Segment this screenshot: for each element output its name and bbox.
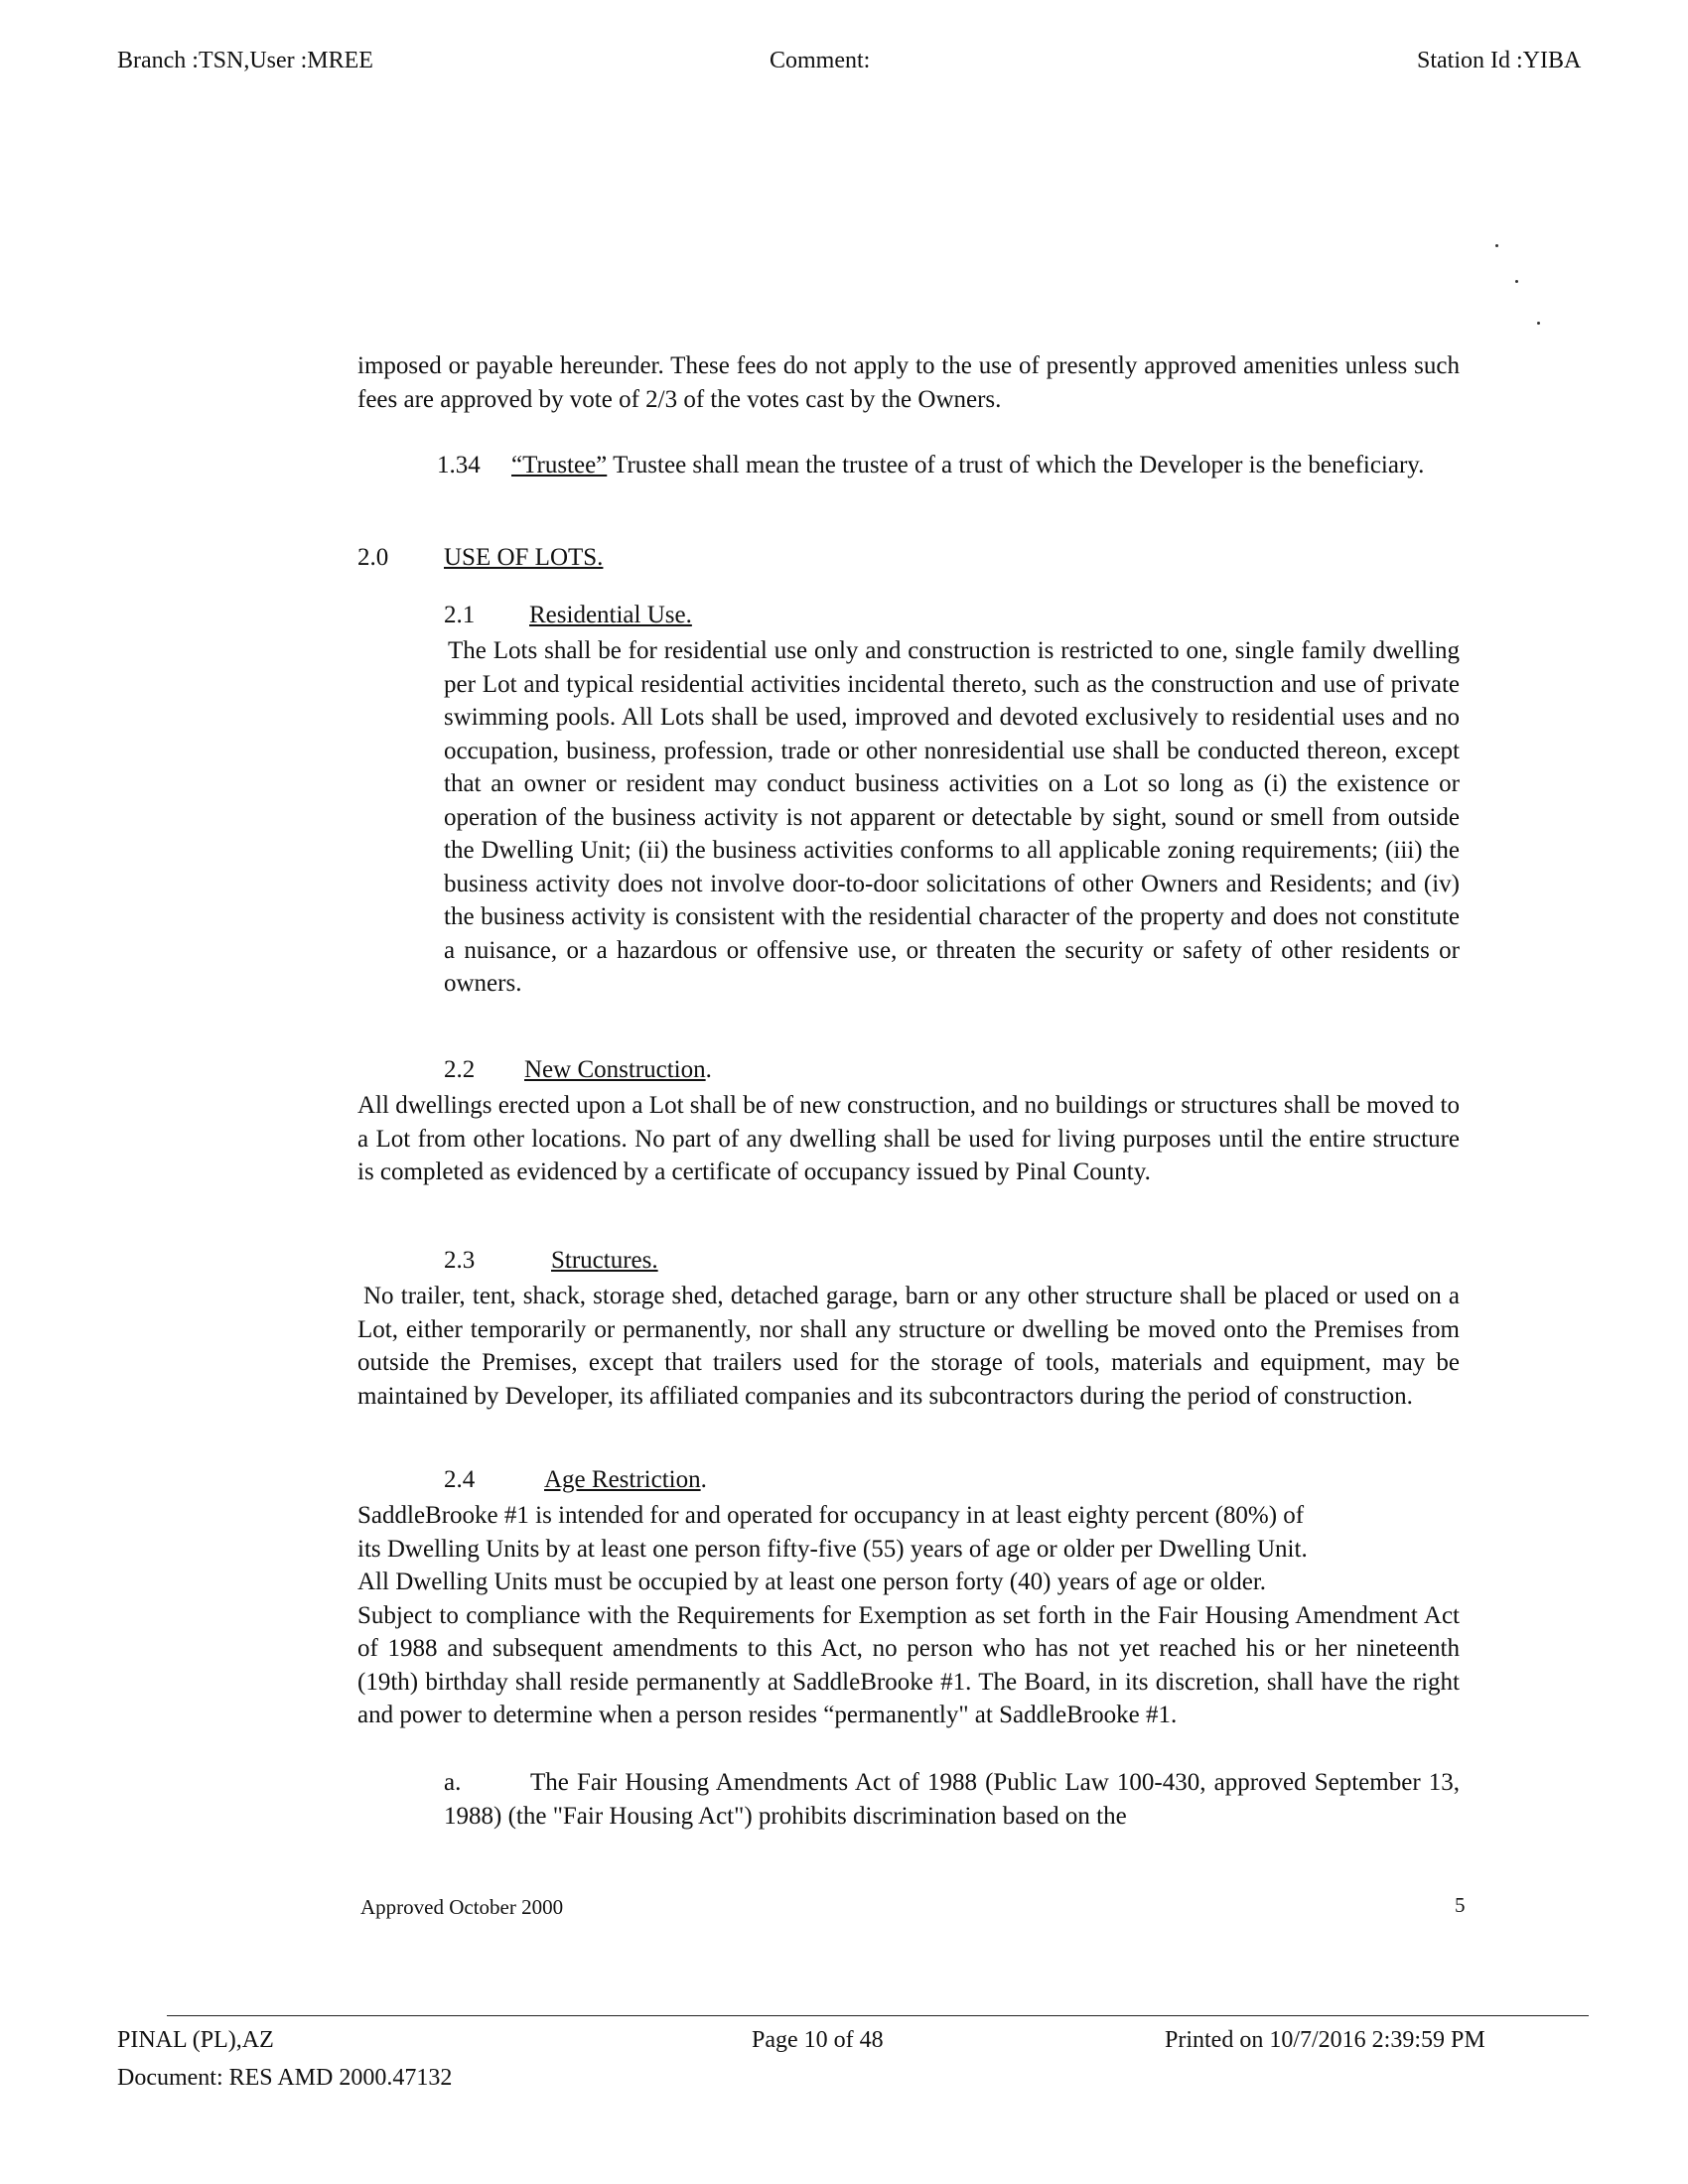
section-2-2-heading: New Construction. (524, 1056, 712, 1083)
document-page-number: 5 (1455, 1893, 1466, 1917)
header-comment: Comment: (770, 48, 871, 73)
section-2-1-text: The Lots shall be for residential use only and construction is restricted to one, single family dwelling per Lot and typical residential activities incidental thereto, such as the construction and use of private swimming pools. All Lots shall be used, improved and devoted exclusively to residential uses and no occupation, business, profession, trade or other nonresidential use shall be conducted thereon, except that an owner or resident may conduct business activities on a Lot so long as (i) the existence or operation of the business activity is not apparent or detectable by sight, sound or smell from outside the Dwelling Unit; (ii) the business activities conforms to all applicable zoning requirements; (iii) the business activity does not involve door-to-door solicitations of other Owners and Residents; and (iv) the business activity is consistent with the residential character of the property and does not constitute a nuisance, or a hazardous or offensive use, or threaten the security or safety of other residents or owners. (444, 637, 1460, 997)
section-2-3-text: No trailer, tent, shack, storage shed, detached garage, barn or any other structure shall be placed or used on a Lot, either temporarily or permanently, nor shall any structure or dwelling be moved onto the Premises from outside the Premises, except that trailers used for the storage of tools, materials and equipment, may be maintained by Developer, its affiliated companies and its subcontractors during the period of construction. (357, 1283, 1460, 1410)
section-2-4-a-text: The Fair Housing Amendments Act of 1988 (Public Law 100-430, approved September 13, 1988) (the "Fair Housing Act") prohibits discrimination based on the (444, 1769, 1460, 1830)
section-2-2-title: New Construction (524, 1056, 706, 1083)
section-2-4-a-label: a. (444, 1769, 462, 1796)
section-2-4-line: its Dwelling Units by at least one person fifty-five (55) years of age or older per Dwelling Unit. (357, 1535, 1308, 1563)
scan-speck (1537, 322, 1540, 325)
section-2-4-line: Subject to compliance with the Requirements for Exemption as set forth in the Fair Housing Amendment Act of 1988 and subsequent amendments to this Act, no person who has not yet reached his or her nineteenth (19th) birthday shall reside permanently at SaddleBrooke #1. The Board, in its discretion, shall have the right and power to determine when a person resides “permanently" at SaddleBrooke #1. (357, 1601, 1460, 1728)
section-2-4-line: SaddleBrooke #1 is intended for and operated for occupancy in at least eighty percent (80%) of (357, 1502, 1305, 1529)
section-1-34-number: 1.34 (437, 452, 481, 478)
section-2-4-line: All Dwelling Units must be occupied by at least one person forty (40) years of age or older. (357, 1569, 1267, 1595)
intro-paragraph: imposed or payable hereunder. These fees do not apply to the use of presently approved amenities unless such fees are approved by vote of 2/3 of the votes cast by the Owners. (357, 352, 1460, 413)
section-2-1-number: 2.1 (444, 602, 476, 628)
section-1-34-text: Trustee shall mean the trustee of a trust of which the Developer is the beneficiary. (613, 452, 1425, 478)
section-2-3-title: Structures. (551, 1247, 658, 1274)
section-2-1-title: Residential Use. (529, 602, 692, 628)
footer-printed-timestamp: Printed on 10/7/2016 2:39:59 PM (1165, 2027, 1485, 2053)
scan-speck (1495, 244, 1498, 247)
section-2-4-a (444, 1766, 1460, 1833)
section-2-2-number: 2.2 (444, 1056, 476, 1083)
footer-document-id: Document: RES AMD 2000.47132 (117, 2065, 453, 2091)
section-2-4-text (357, 1499, 1460, 1732)
section-2-4-heading: Age Restriction. (544, 1466, 707, 1493)
header-station-id: Station Id :YIBA (1417, 48, 1582, 73)
section-2-0-number: 2.0 (357, 544, 389, 571)
section-2-3-number: 2.3 (444, 1247, 476, 1274)
approved-date: Approved October 2000 (360, 1895, 564, 1919)
section-2-0-title: USE OF LOTS. (444, 544, 604, 571)
footer-divider (167, 2015, 1589, 2016)
footer-page-of: Page 10 of 48 (752, 2027, 884, 2053)
header-branch-user: Branch :TSN,User :MREE (117, 48, 373, 73)
section-2-4-title: Age Restriction (544, 1466, 701, 1493)
section-1-34-term: “Trustee” (511, 452, 608, 478)
section-1-34 (357, 449, 1460, 482)
scan-speck (1515, 280, 1518, 283)
footer-county: PINAL (PL),AZ (117, 2027, 274, 2053)
section-2-2-text: All dwellings erected upon a Lot shall be of new construction, and no buildings or structures shall be moved to a Lot from other locations. No part of any dwelling shall be used for living purposes until the entire structure is completed as evidenced by a certificate of occupancy issued by Pinal County. (357, 1092, 1460, 1185)
section-2-4-number: 2.4 (444, 1466, 476, 1493)
